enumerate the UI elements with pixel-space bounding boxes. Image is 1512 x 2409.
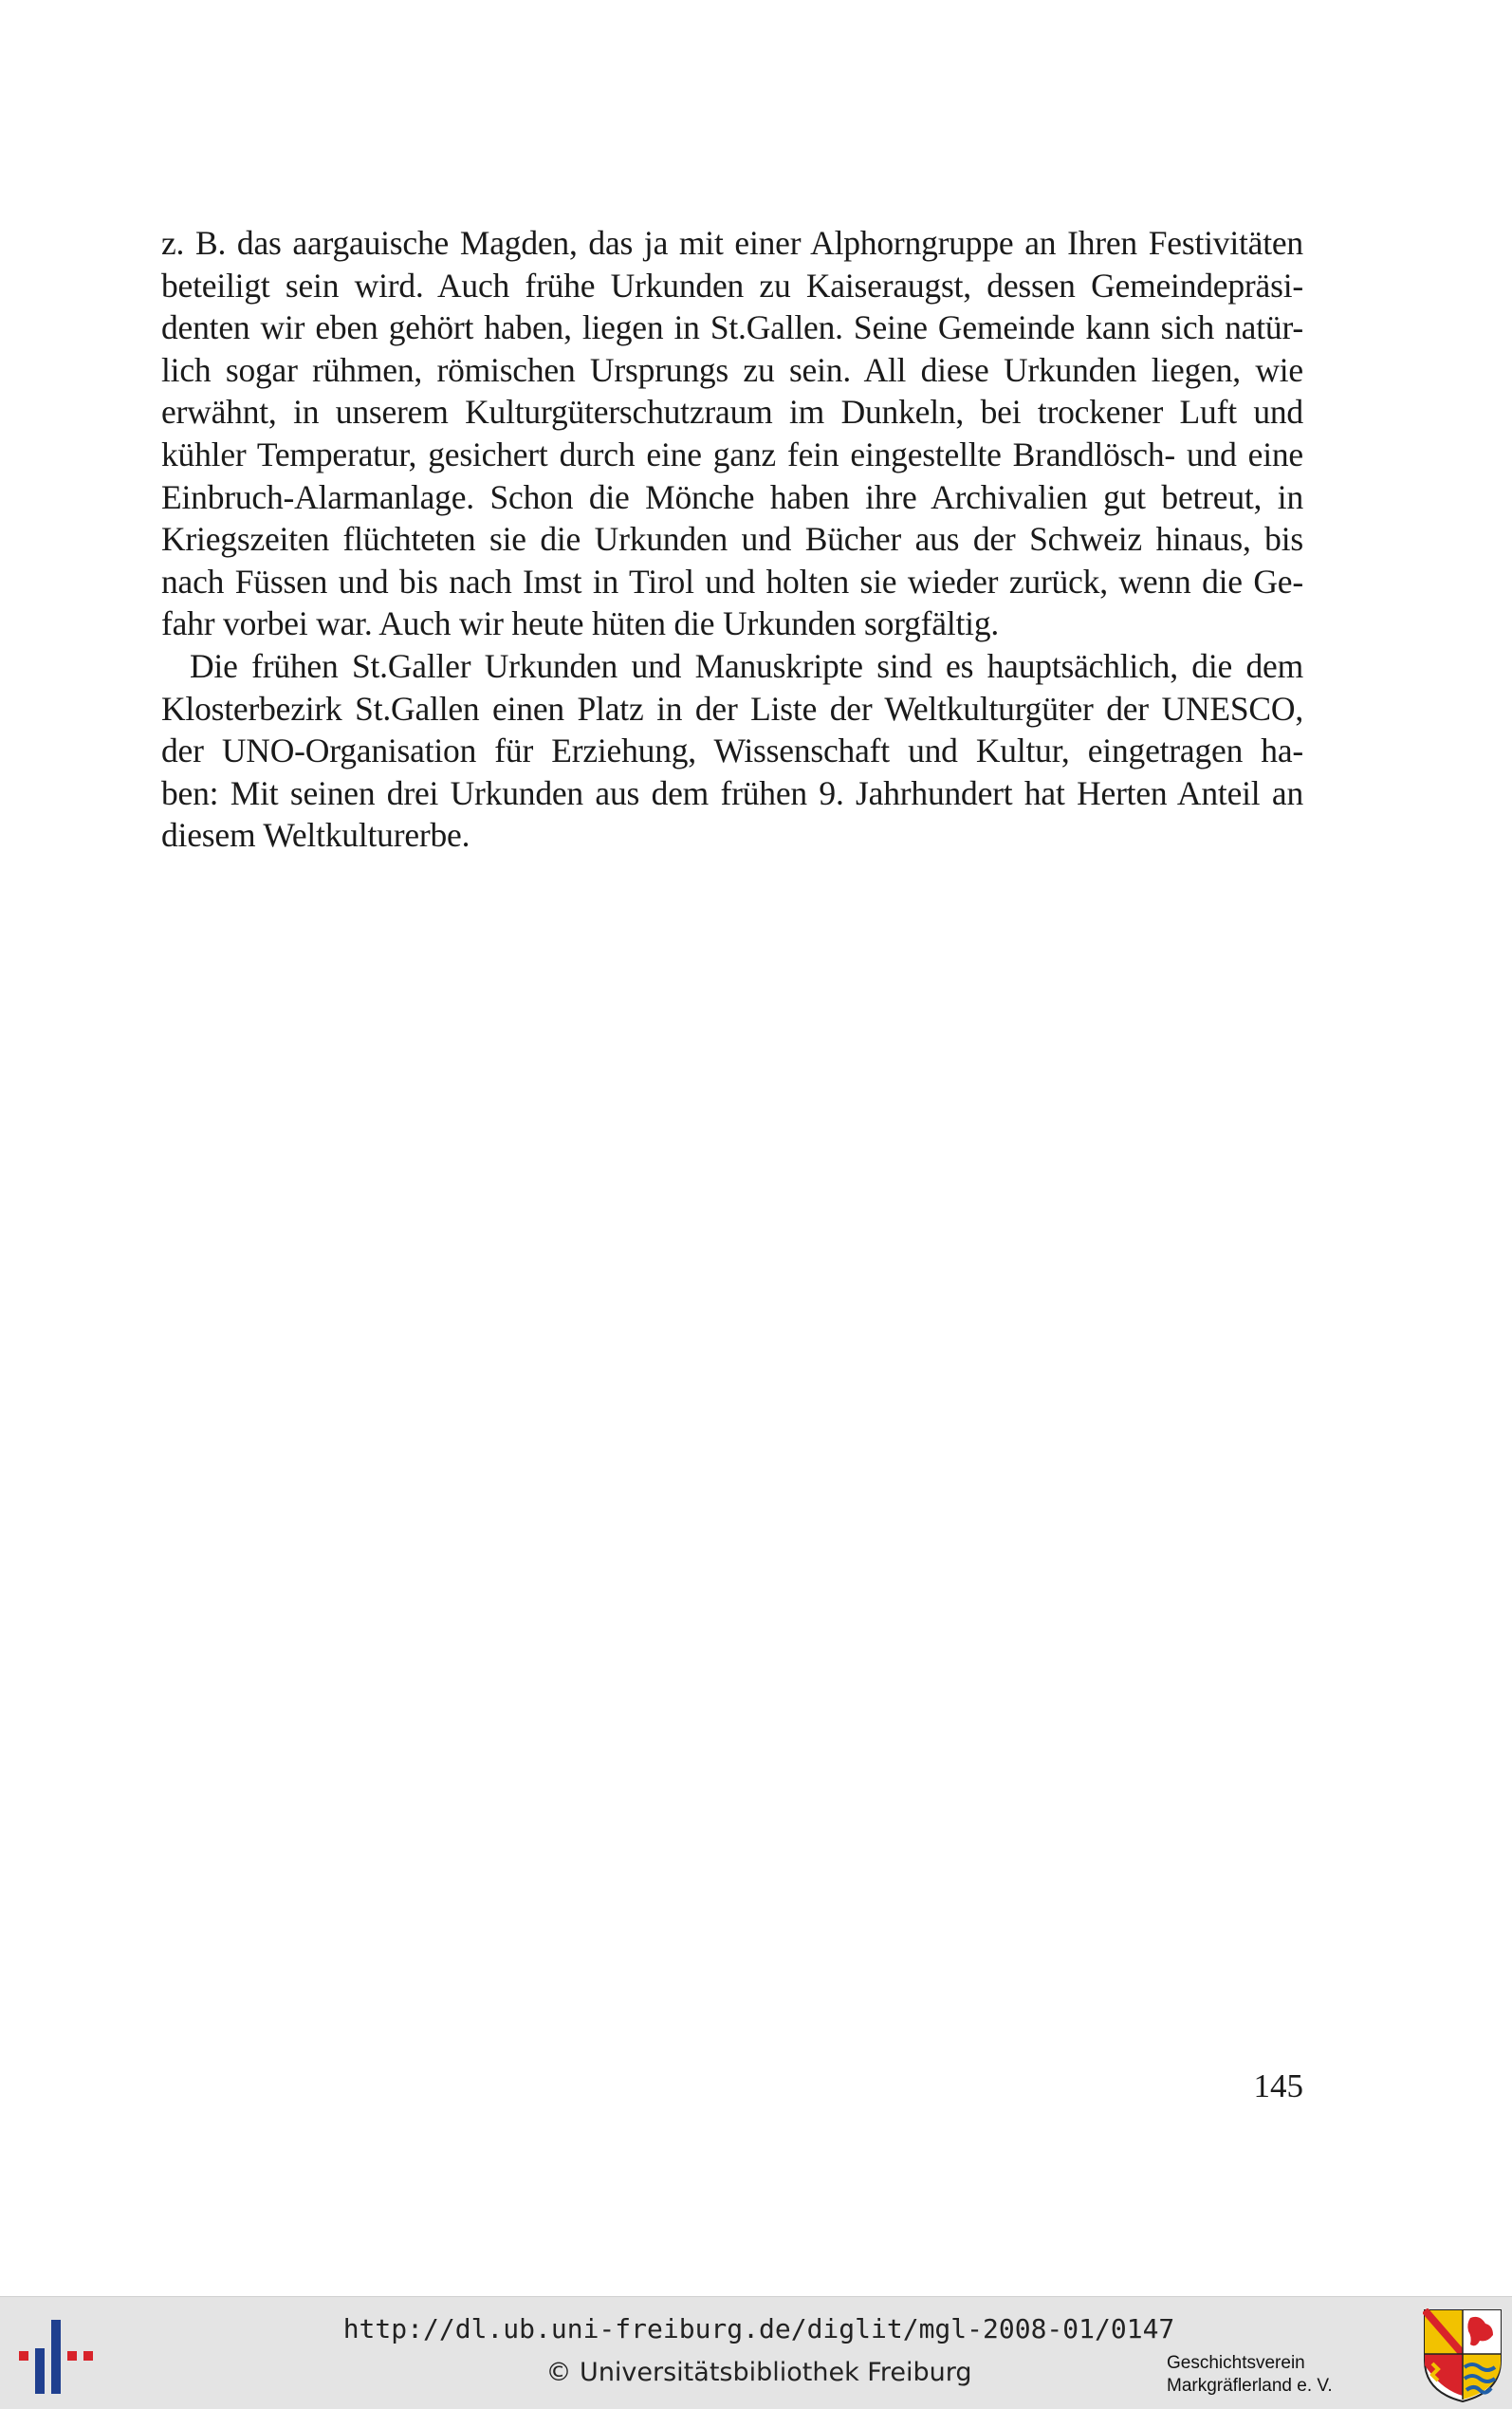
body-text	[161, 222, 1303, 857]
footer-bar	[0, 2296, 1512, 2409]
text-line: Einbruch-Alarmanlage. Schon die Mönche haben ihre Archivalien gut betreut, in	[161, 477, 1303, 516]
footer-copyright: © Universitätsbibliothek Freiburg	[545, 2358, 972, 2387]
coat-of-arms-icon[interactable]	[1423, 2308, 1503, 2403]
text-line: kühler Temperatur, gesichert durch eine ganz fein eingestellte Brandlösch- und eine	[161, 435, 1303, 473]
text-line: erwähnt, in unserem Kulturgüterschutzraum im Dunkeln, bei trockener Luft und	[161, 393, 1303, 432]
text-line: beteiligt sein wird. Auch frühe Urkunden zu Kaiseraugst, dessen Gemeindepräsi-	[161, 266, 1303, 305]
text-line: nach Füssen und bis nach Imst in Tirol und holten sie wieder zurück, wenn die Ge-	[161, 562, 1303, 601]
text-line: Die frühen St.Galler Urkunden und Manuskripte sind es hauptsächlich, die dem	[190, 646, 1303, 685]
society-name-line: Geschichtsverein	[1167, 2353, 1305, 2373]
text-line: Kriegszeiten flüchteten sie die Urkunden und Bücher aus der Schweiz hinaus, bis	[161, 520, 1303, 559]
page-number: 145	[1253, 2067, 1303, 2104]
society-name-line: Markgräflerland e. V.	[1167, 2376, 1333, 2396]
paragraph-2	[161, 645, 1303, 857]
text-line: Klosterbezirk St.Gallen einen Platz in der Liste der Weltkulturgüter der UNESCO,	[161, 689, 1303, 728]
society-name	[1167, 2352, 1404, 2398]
ub-freiburg-logo-icon[interactable]	[19, 2320, 97, 2394]
text-line: fahr vorbei war. Auch wir heute hüten die Urkunden sorgfältig.	[161, 604, 1000, 643]
text-line: diesem Weltkulturerbe.	[161, 816, 470, 855]
footer-url-link[interactable]: http://dl.ub.uni-freiburg.de/diglit/mgl-2008-01/0147	[342, 2313, 1175, 2344]
text-line: denten wir eben gehört haben, liegen in St.Gallen. Seine Gemeinde kann sich natür-	[161, 308, 1303, 347]
paragraph-1	[161, 222, 1303, 645]
text-line: der UNO-Organisation für Erziehung, Wissenschaft und Kultur, eingetragen ha-	[161, 732, 1303, 770]
text-line: z. B. das aargauische Magden, das ja mit einer Alphorngruppe an Ihren Festivitäten	[161, 224, 1303, 262]
text-line: ben: Mit seinen drei Urkunden aus dem frühen 9. Jahrhundert hat Herten Anteil an	[161, 773, 1303, 812]
text-line: lich sogar rühmen, römischen Ursprungs zu sein. All diese Urkunden liegen, wie	[161, 350, 1303, 389]
